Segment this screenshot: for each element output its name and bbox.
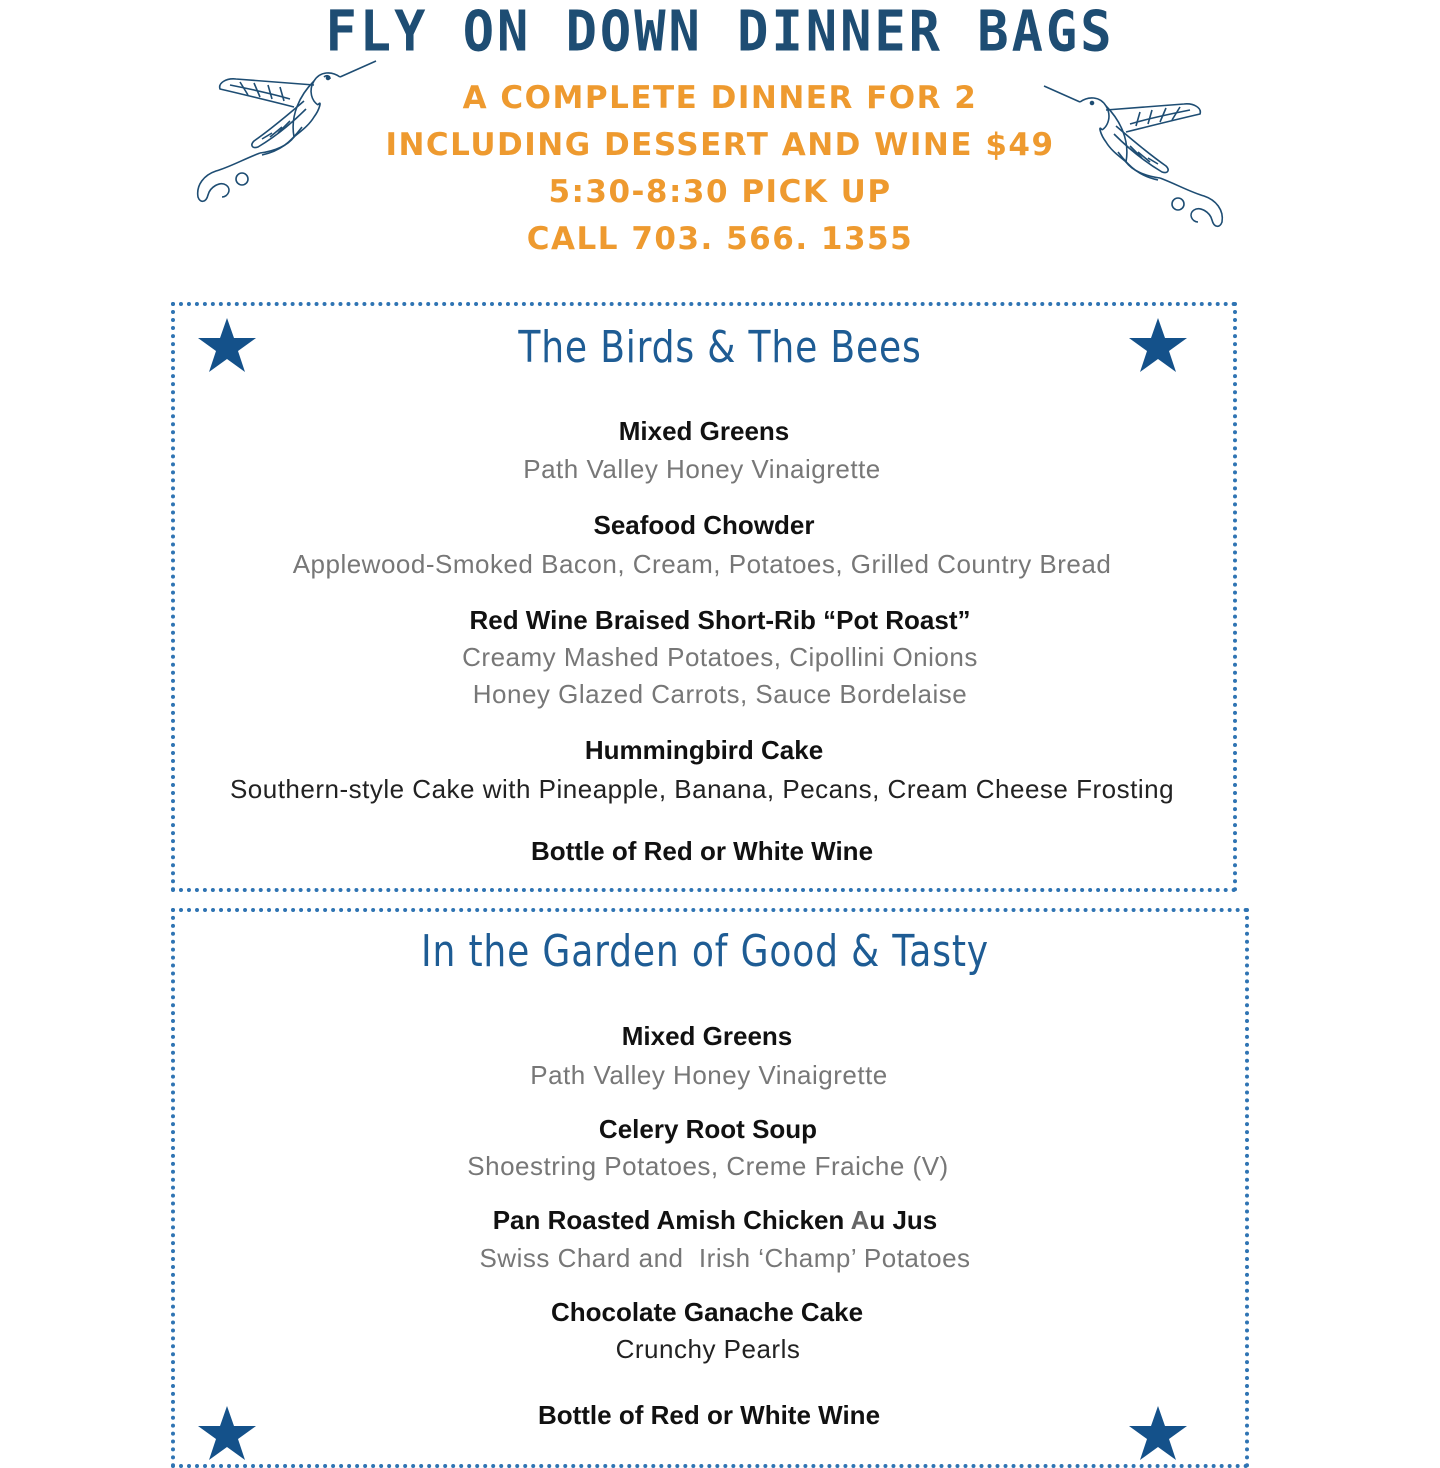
menu-title: The Birds & The Bees bbox=[518, 322, 922, 373]
menu-item-desc: Path Valley Honey Vinaigrette bbox=[523, 454, 881, 484]
page-title: FLY ON DOWN DINNER BAGS bbox=[325, 0, 1115, 65]
menu-title: In the Garden of Good & Tasty bbox=[421, 926, 989, 977]
menu-item-desc: Shoestring Potatoes, Creme Fraiche (V) bbox=[467, 1151, 949, 1181]
menu-item-desc: Crunchy Pearls bbox=[615, 1334, 801, 1364]
offer-line-2: INCLUDING DESSERT AND WINE $49 bbox=[385, 127, 1055, 163]
menu-item-name-part: Pan Roasted Amish Chicken bbox=[492, 1205, 851, 1235]
menu-item-name: Celery Root Soup bbox=[598, 1114, 818, 1144]
hummingbird-icon bbox=[1030, 80, 1230, 235]
star-icon bbox=[1127, 1404, 1189, 1462]
menu-item-name: Seafood Chowder bbox=[593, 510, 815, 540]
menu-item-name: Bottle of Red or White Wine bbox=[530, 836, 874, 866]
offer-line-1: A COMPLETE DINNER FOR 2 bbox=[462, 80, 978, 116]
menu-item-desc: Southern-style Cake with Pineapple, Banana, Pecans, Cream Cheese Frosting bbox=[229, 774, 1175, 804]
menu-item-name: Chocolate Ganache Cake bbox=[550, 1297, 864, 1327]
menu-item-name: Red Wine Braised Short-Rib “Pot Roast” bbox=[469, 605, 971, 635]
pickup-time: 5:30-8:30 PICK UP bbox=[548, 174, 892, 210]
menu-item-name-part: A bbox=[850, 1205, 870, 1235]
star-icon bbox=[196, 1404, 258, 1462]
menu-item-desc: Honey Glazed Carrots, Sauce Bordelaise bbox=[472, 679, 968, 709]
menu-item-name: Mixed Greens bbox=[618, 416, 790, 446]
menu-item-desc: Path Valley Honey Vinaigrette bbox=[530, 1060, 888, 1090]
menu-item-desc: Creamy Mashed Potatoes, Cipollini Onions bbox=[462, 642, 978, 672]
menu-item-name-part: u Jus bbox=[869, 1205, 938, 1235]
menu-item-name: Mixed Greens bbox=[621, 1021, 793, 1051]
menu-item-name bbox=[0, 1201, 1435, 1239]
menu-item-name: Bottle of Red or White Wine bbox=[537, 1400, 881, 1430]
phone-number: CALL 703. 566. 1355 bbox=[526, 221, 914, 257]
menu-item-desc: Swiss Chard and Irish ‘Champ’ Potatoes bbox=[479, 1243, 971, 1273]
menu-box-garden bbox=[171, 908, 1249, 1468]
menu-item-desc: Applewood-Smoked Bacon, Cream, Potatoes, Grilled Country Bread bbox=[292, 549, 1112, 579]
menu-item-name: Hummingbird Cake bbox=[584, 735, 824, 765]
hummingbird-icon bbox=[190, 55, 390, 210]
